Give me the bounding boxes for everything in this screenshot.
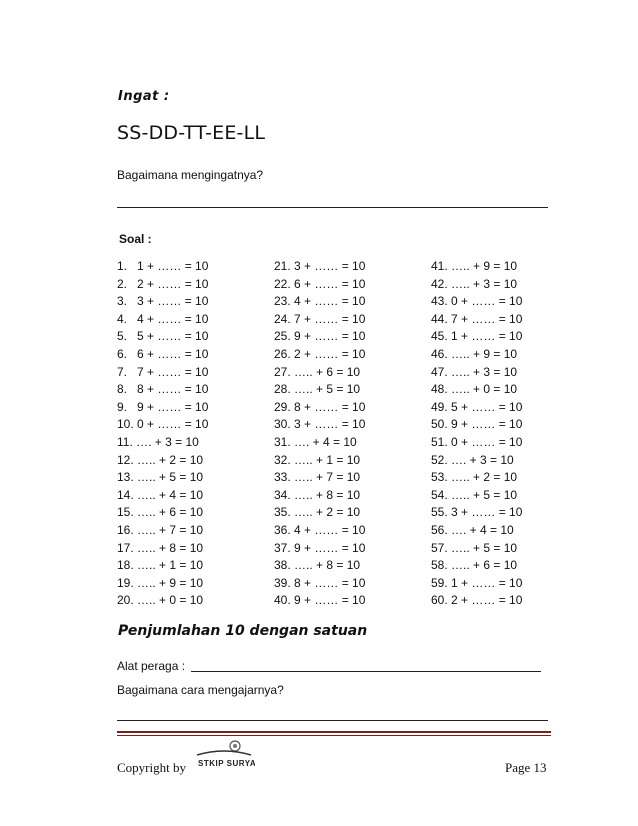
section-title: Penjumlahan 10 dengan satuan — [118, 623, 368, 639]
problem-item: 39. 8 + …… = 10 — [274, 575, 366, 590]
problem-item: 13. ….. + 5 = 10 — [117, 470, 204, 485]
footer-rule-thin — [117, 735, 551, 736]
answer-line — [117, 207, 548, 208]
problem-item: 26. 2 + …… = 10 — [274, 346, 366, 361]
problem-item: 29. 8 + …… = 10 — [274, 399, 366, 414]
problems-column-3 — [431, 258, 522, 610]
problems-column-1 — [117, 258, 208, 610]
problem-item: 7. 7 + …… = 10 — [117, 364, 209, 379]
problem-item: 15. ….. + 6 = 10 — [117, 505, 204, 520]
problem-item: 20. ….. + 0 = 10 — [117, 593, 204, 608]
problem-item: 50. 9 + …… = 10 — [431, 417, 523, 432]
problem-item: 58. ….. + 6 = 10 — [431, 558, 518, 573]
problem-item: 54. ….. + 5 = 10 — [431, 487, 518, 502]
problem-item: 41. ….. + 9 = 10 — [431, 259, 518, 273]
footer-rule — [117, 731, 551, 733]
problem-item: 32. ….. + 1 = 10 — [274, 452, 361, 467]
problem-item: 11. …. + 3 = 10 — [117, 434, 199, 449]
problem-item: 60. 2 + …… = 10 — [431, 593, 523, 608]
problem-item: 49. 5 + …… = 10 — [431, 399, 523, 414]
problem-item: 57. ….. + 5 = 10 — [431, 540, 518, 555]
page-number: Page 13 — [505, 760, 547, 775]
copyright-text: Copyright by — [117, 760, 186, 775]
problem-item: 45. 1 + …… = 10 — [431, 329, 523, 344]
problem-item: 46. ….. + 9 = 10 — [431, 346, 518, 361]
problem-item: 40. 9 + …… = 10 — [274, 593, 366, 608]
teaching-question: Bagaimana cara mengajarnya? — [117, 683, 284, 697]
ingat-heading: Ingat : — [118, 89, 170, 104]
problem-item: 2. 2 + …… = 10 — [117, 276, 209, 291]
logo-text: STKIP SURYA — [198, 759, 255, 768]
alat-peraga-label: Alat peraga : — [117, 659, 186, 673]
problem-item: 38. ….. + 8 = 10 — [274, 558, 361, 573]
question-text: Bagaimana mengingatnya? — [117, 168, 264, 182]
problem-item: 47. ….. + 3 = 10 — [431, 364, 518, 379]
problem-item: 23. 4 + …… = 10 — [274, 294, 366, 309]
problem-item: 1. 1 + …… = 10 — [117, 259, 209, 273]
problem-item: 14. ….. + 4 = 10 — [117, 487, 204, 502]
problem-item: 52. …. + 3 = 10 — [431, 452, 514, 467]
alat-peraga-line — [191, 671, 541, 672]
problem-item: 55. 3 + …… = 10 — [431, 505, 523, 520]
problem-item: 10. 0 + …… = 10 — [117, 417, 209, 432]
problem-item: 3. 3 + …… = 10 — [117, 294, 209, 309]
problem-item: 31. …. + 4 = 10 — [274, 434, 357, 449]
problem-item: 48. ….. + 0 = 10 — [431, 382, 518, 397]
problem-item: 12. ….. + 2 = 10 — [117, 452, 204, 467]
problem-item: 5. 5 + …… = 10 — [117, 329, 209, 344]
problem-item: 4. 4 + …… = 10 — [117, 311, 209, 326]
problem-item: 28. ….. + 5 = 10 — [274, 382, 361, 397]
problem-item: 35. ….. + 2 = 10 — [274, 505, 361, 520]
problem-item: 16. ….. + 7 = 10 — [117, 522, 204, 537]
problem-item: 21. 3 + …… = 10 — [274, 259, 366, 273]
problem-item: 6. 6 + …… = 10 — [117, 346, 209, 361]
problem-item: 44. 7 + …… = 10 — [431, 311, 523, 326]
mnemonic-title: SS-DD-TT-EE-LL — [117, 122, 266, 144]
problem-item: 36. 4 + …… = 10 — [274, 522, 366, 537]
problems-column-2 — [274, 258, 365, 610]
problem-item: 43. 0 + …… = 10 — [431, 294, 523, 309]
soal-label: Soal : — [119, 232, 152, 246]
problem-item: 9. 9 + …… = 10 — [117, 399, 209, 414]
stkip-surya-logo — [193, 738, 255, 779]
problem-item: 34. ….. + 8 = 10 — [274, 487, 361, 502]
problem-item: 30. 3 + …… = 10 — [274, 417, 366, 432]
problem-item: 24. 7 + …… = 10 — [274, 311, 366, 326]
problem-item: 8. 8 + …… = 10 — [117, 382, 209, 397]
problem-item: 59. 1 + …… = 10 — [431, 575, 523, 590]
problem-item: 37. 9 + …… = 10 — [274, 540, 366, 555]
problem-item: 17. ….. + 8 = 10 — [117, 540, 204, 555]
problem-item: 19. ….. + 9 = 10 — [117, 575, 204, 590]
problem-item: 53. ….. + 2 = 10 — [431, 470, 518, 485]
problem-item: 56. …. + 4 = 10 — [431, 522, 514, 537]
problem-item: 22. 6 + …… = 10 — [274, 276, 366, 291]
teaching-answer-line — [117, 720, 548, 721]
problem-item: 33. ….. + 7 = 10 — [274, 470, 361, 485]
problem-item: 18. ….. + 1 = 10 — [117, 558, 204, 573]
problem-item: 42. ….. + 3 = 10 — [431, 276, 518, 291]
problem-item: 27. ….. + 6 = 10 — [274, 364, 361, 379]
problem-item: 51. 0 + …… = 10 — [431, 434, 523, 449]
problem-item: 25. 9 + …… = 10 — [274, 329, 366, 344]
